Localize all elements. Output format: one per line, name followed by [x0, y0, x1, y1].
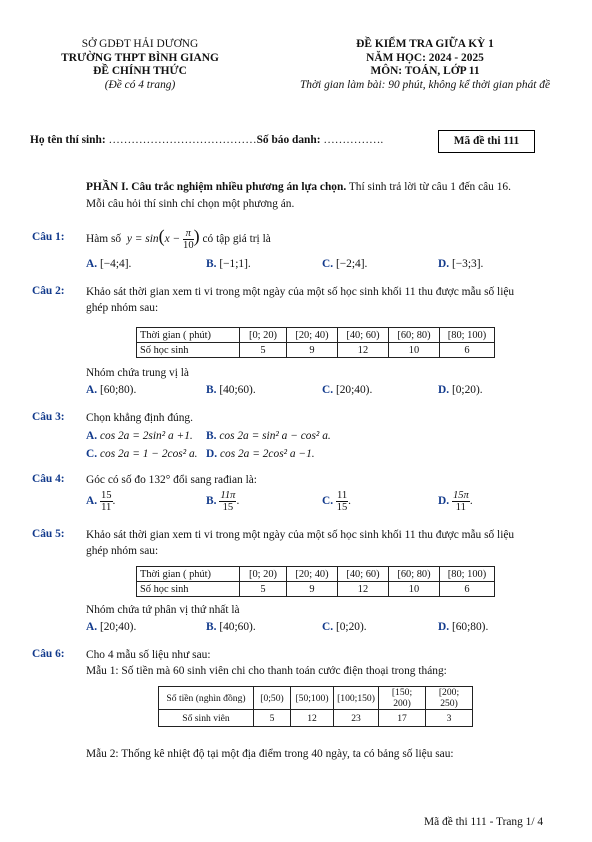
sbd-dots: …………….	[323, 134, 384, 146]
q3-opt-d[interactable]	[206, 448, 315, 460]
table-cell: [60; 80)	[389, 567, 440, 582]
q5-label: Câu 5:	[32, 528, 65, 540]
opt-letter: B.	[206, 384, 217, 396]
opt-text: [0;20).	[451, 384, 483, 396]
q1-opt-b[interactable]	[206, 258, 251, 270]
opt-letter: C.	[322, 495, 334, 508]
part1-heading	[86, 180, 511, 195]
q1-post: có tập giá trị là	[202, 233, 271, 245]
q3-opt-a[interactable]	[86, 430, 193, 442]
table-cell: 17	[379, 710, 426, 727]
opt-text: cos 2a = 1 − 2cos² a.	[99, 448, 198, 460]
subject: MÔN: TOÁN, LỚP 11	[370, 65, 480, 77]
frac-den: 15	[222, 502, 234, 513]
time-limit: Thời gian làm bài: 90 phút, không kể thời gian phát đề	[299, 78, 551, 91]
sbd-label: Số báo danh:	[256, 134, 321, 146]
q5-opt-c[interactable]	[322, 621, 367, 633]
opt-text: [0;20).	[335, 621, 367, 633]
school-year: NĂM HỌC: 2024 - 2025	[366, 51, 484, 64]
table-cell: [40; 60)	[338, 567, 389, 582]
opt-letter: D.	[206, 448, 218, 460]
q4-opt-b[interactable]: B. $\frac{11\pi}{15}$ .	[206, 490, 240, 513]
exam-code-box	[438, 130, 535, 153]
q2-text2: ghép nhóm sau:	[86, 302, 159, 314]
opt-letter: C.	[322, 621, 334, 633]
q2-text1: Khảo sát thời gian xem ti vi trong một ngày của một số học sinh khối 11 thu được mẫu số liệu	[86, 286, 515, 298]
q3-opt-b[interactable]	[206, 430, 331, 442]
opt-text: [−1;1].	[219, 258, 251, 270]
opt-letter: A.	[86, 495, 98, 508]
table-cell: 12	[291, 710, 334, 727]
opt-letter: A.	[86, 621, 98, 633]
table-row	[137, 582, 495, 597]
opt-letter: A.	[86, 384, 98, 396]
q5-opt-a[interactable]	[86, 621, 136, 633]
header-right	[280, 38, 570, 92]
q1-label: Câu 1:	[32, 231, 65, 243]
frac-den: 11	[455, 502, 466, 513]
frac-num: 11	[336, 490, 348, 501]
q2-opt-b[interactable]	[206, 384, 256, 396]
part1-instr2: Mỗi câu hỏi thí sinh chỉ chọn một phương án.	[86, 198, 295, 210]
q2-opt-a[interactable]	[86, 384, 136, 396]
table-row	[159, 710, 473, 727]
table-cell: Số tiền (nghìn đồng)	[159, 687, 254, 710]
frac-num: 15π	[452, 490, 469, 501]
opt-text: [20;40).	[99, 621, 137, 633]
header-left	[40, 38, 240, 92]
opt-text: cos 2a = 2cos² a −1.	[219, 448, 315, 460]
table-cell: [80; 100)	[440, 567, 495, 582]
q2-table	[136, 327, 495, 358]
opt-letter: A.	[86, 258, 98, 270]
q1-stem: Hàm số y = sin(x − $\frac{\pi}{10}$ ) có tập giá trị là	[86, 226, 271, 251]
page-count: (Đề có 4 trang)	[104, 78, 176, 91]
name-label: Họ tên thí sinh:	[30, 134, 106, 146]
q1-ten: 10	[183, 239, 194, 251]
q1-opt-c[interactable]	[322, 258, 367, 270]
name-dots: …………………………………	[108, 134, 257, 146]
q2-label: Câu 2:	[32, 285, 65, 297]
table-cell: [200; 250)	[426, 687, 473, 710]
q4-text: Góc có số đo 132° đổi sang rađian là:	[86, 474, 257, 486]
opt-text: [40;60).	[219, 384, 256, 396]
table-cell: [80; 100)	[440, 328, 495, 343]
opt-text: cos 2a = sin² a − cos² a.	[219, 430, 331, 442]
table-cell: Thời gian ( phút)	[137, 328, 240, 343]
q1-opt-a[interactable]	[86, 258, 131, 270]
table-cell: 6	[440, 343, 495, 358]
table-cell: 6	[440, 582, 495, 597]
table-cell: [40; 60)	[338, 328, 389, 343]
q4-label: Câu 4:	[32, 473, 65, 485]
table-cell: 9	[287, 582, 338, 597]
student-info	[30, 134, 383, 146]
q1-pre: Hàm số	[86, 233, 122, 245]
q4-frac-b	[219, 490, 236, 513]
opt-text: [−4;4].	[99, 258, 132, 270]
q6-sample1: Mẫu 1: Số tiền mà 60 sinh viên chi cho thanh toán cước điện thoại trong tháng:	[86, 665, 447, 677]
table-cell: 5	[254, 710, 291, 727]
q5-question: Nhóm chứa tứ phân vị thứ nhất là	[86, 604, 240, 616]
q1-x: x −	[164, 233, 181, 245]
opt-letter: C.	[86, 448, 98, 460]
table-cell: 9	[287, 343, 338, 358]
table-row	[137, 343, 495, 358]
school-name: TRƯỜNG THPT BÌNH GIANG	[61, 51, 219, 64]
opt-text: [−2;4].	[335, 258, 368, 270]
table-cell: 10	[389, 343, 440, 358]
opt-text: [60;80).	[451, 621, 489, 633]
q6-sample2: Mẫu 2: Thống kê nhiệt độ tại một địa điểm trong 40 ngày, ta có bảng số liệu sau:	[86, 748, 454, 760]
table-cell: 12	[338, 343, 389, 358]
q1-opt-d[interactable]	[438, 258, 483, 270]
frac-num: 11π	[220, 490, 236, 501]
opt-letter: D.	[438, 258, 450, 270]
q3-opt-c[interactable]	[86, 448, 198, 460]
opt-text: [20;40).	[335, 384, 373, 396]
table-cell: Số học sinh	[137, 343, 240, 358]
opt-letter: C.	[322, 258, 334, 270]
page-footer: Mã đề thi 111 - Trang 1/ 4	[424, 816, 544, 828]
official-label: ĐỀ CHÍNH THỨC	[93, 65, 187, 77]
opt-text: [−3;3].	[451, 258, 484, 270]
opt-letter: B.	[206, 495, 217, 508]
q3-text: Chọn khẳng định đúng.	[86, 412, 193, 424]
q6-label: Câu 6:	[32, 648, 65, 660]
q5-opt-d[interactable]	[438, 621, 488, 633]
q4-frac-d	[452, 490, 470, 513]
table-cell: [0; 20)	[240, 328, 287, 343]
table-cell: 12	[338, 582, 389, 597]
q4-opt-a[interactable]: A. $\frac{15}{11}$ .	[86, 490, 116, 513]
table-cell: [100;150)	[334, 687, 379, 710]
exam-title: ĐỀ KIỂM TRA GIỮA KỲ 1	[356, 38, 494, 50]
table-cell: Số sinh viên	[159, 710, 254, 727]
dept-name: SỞ GDĐT HẢI DƯƠNG	[81, 38, 199, 50]
opt-letter: A.	[86, 430, 98, 442]
q1-fraction	[183, 228, 194, 251]
q3-label: Câu 3:	[32, 411, 65, 423]
q4-frac-c	[336, 490, 348, 513]
opt-text: [40;60).	[219, 621, 256, 633]
frac-den: 11	[101, 502, 112, 513]
frac-den: 15	[336, 502, 348, 513]
table-cell: 3	[426, 710, 473, 727]
table-cell: Số học sinh	[137, 582, 240, 597]
opt-text: [60;80).	[99, 384, 137, 396]
opt-letter: B.	[206, 430, 217, 442]
q2-opt-c[interactable]	[322, 384, 372, 396]
q5-text2: ghép nhóm sau:	[86, 545, 159, 557]
table-cell: [60; 80)	[389, 328, 440, 343]
table-cell: [50;100)	[291, 687, 334, 710]
table-cell: [20; 40)	[287, 328, 338, 343]
table-cell: [0; 20)	[240, 567, 287, 582]
q2-opt-d[interactable]	[438, 384, 483, 396]
opt-letter: B.	[206, 621, 217, 633]
exam-code: Mã đề thi 111	[453, 135, 520, 147]
table-row	[159, 687, 473, 710]
part1-title: PHẦN I. Câu trắc nghiệm nhiều phương án lựa chọn.	[86, 181, 347, 193]
opt-text: cos 2a = 2sin² a +1.	[99, 430, 193, 442]
table-cell: Thời gian ( phút)	[137, 567, 240, 582]
q5-text1: Khảo sát thời gian xem ti vi trong một ngày của một số học sinh khối 11 thu được mẫu số liệu	[86, 529, 515, 541]
q1-fn: y = sin	[126, 233, 159, 245]
table-cell: 5	[240, 343, 287, 358]
table-row	[137, 328, 495, 343]
opt-letter: D.	[438, 495, 450, 508]
q4-frac-a	[100, 490, 113, 513]
opt-letter: D.	[438, 384, 450, 396]
table-cell: [150; 200)	[379, 687, 426, 710]
opt-letter: C.	[322, 384, 334, 396]
opt-letter: D.	[438, 621, 450, 633]
part1-instr1: Thí sinh trả lời từ câu 1 đến câu 16.	[348, 181, 511, 193]
q2-question: Nhóm chứa trung vị là	[86, 367, 189, 379]
table-cell: 23	[334, 710, 379, 727]
q6-text: Cho 4 mẫu số liệu như sau:	[86, 649, 211, 661]
q5-opt-b[interactable]	[206, 621, 256, 633]
q5-table	[136, 566, 495, 597]
table-row	[137, 567, 495, 582]
table-cell: 5	[240, 582, 287, 597]
opt-letter: B.	[206, 258, 217, 270]
frac-num: 15	[100, 490, 112, 501]
q6-table	[158, 686, 473, 727]
q4-opt-d[interactable]: D. $\frac{15\pi}{11}$ .	[438, 490, 473, 513]
table-cell: [20; 40)	[287, 567, 338, 582]
table-cell: [0;50)	[254, 687, 291, 710]
q4-opt-c[interactable]: C. $\frac{11}{15}$ .	[322, 490, 351, 513]
table-cell: 10	[389, 582, 440, 597]
q1-pi: π	[183, 228, 194, 240]
